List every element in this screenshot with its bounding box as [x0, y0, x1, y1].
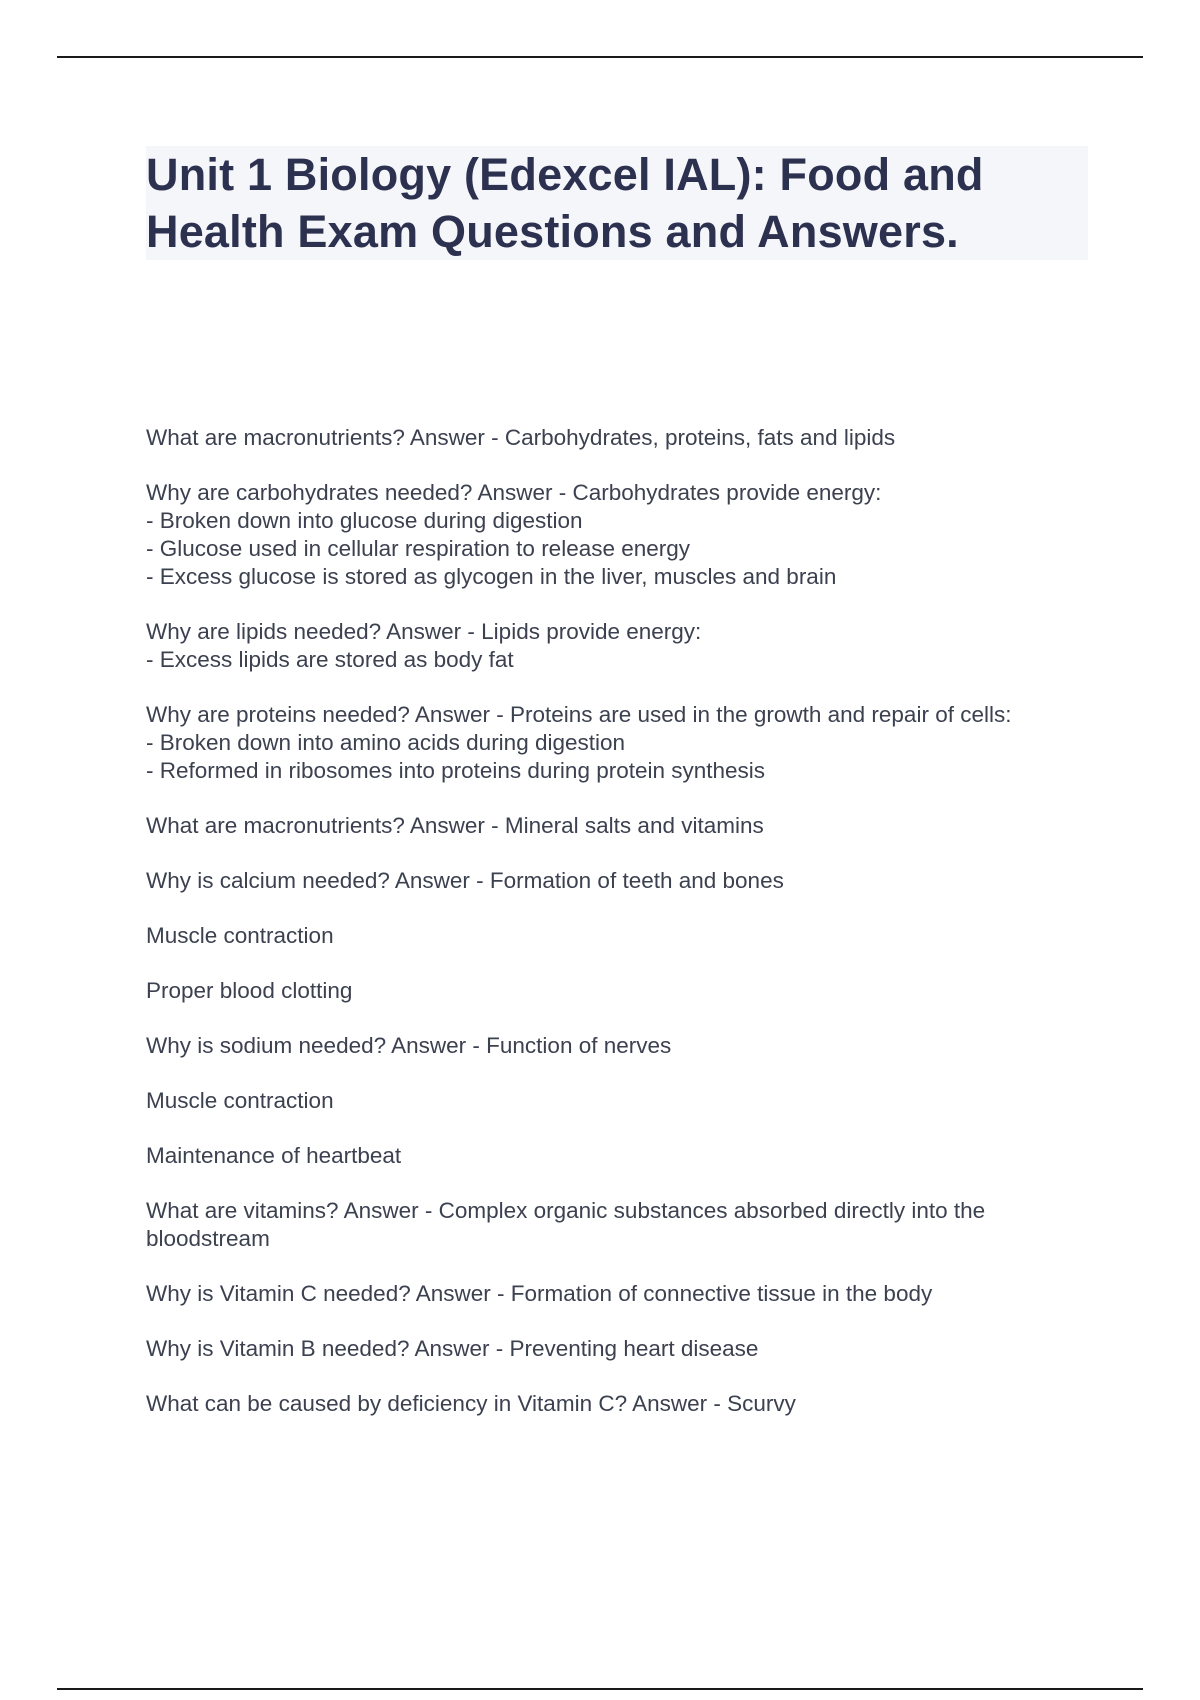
- qa-entry: [146, 867, 1086, 895]
- qa-line: Why is calcium needed? Answer - Formation of teeth and bones: [146, 868, 784, 893]
- qa-entry: [146, 1032, 1086, 1060]
- qa-line: What are vitamins? Answer - Complex organic substances absorbed directly into the: [146, 1198, 986, 1223]
- qa-line: What are macronutrients? Answer - Mineral salts and vitamins: [146, 813, 764, 838]
- qa-line: - Broken down into amino acids during digestion: [146, 730, 626, 755]
- qa-line: Why is Vitamin B needed? Answer - Preventing heart disease: [146, 1336, 759, 1361]
- document-title: Unit 1 Biology (Edexcel IAL): Food and Health Exam Questions and Answers.: [146, 149, 984, 257]
- qa-entry: [146, 1087, 1086, 1115]
- qa-entry: [146, 812, 1086, 840]
- qa-line: What are macronutrients? Answer - Carbohydrates, proteins, fats and lipids: [146, 425, 896, 450]
- qa-entry: [146, 618, 1086, 674]
- qa-line: bloodstream: [146, 1226, 270, 1251]
- qa-line: What can be caused by deficiency in Vitamin C? Answer - Scurvy: [146, 1391, 796, 1416]
- qa-line: Why are carbohydrates needed? Answer - Carbohydrates provide energy:: [146, 480, 882, 505]
- qa-entry: [146, 479, 1086, 591]
- qa-entry: [146, 1335, 1086, 1363]
- qa-line: - Excess glucose is stored as glycogen in the liver, muscles and brain: [146, 564, 837, 589]
- qa-entry: [146, 922, 1086, 950]
- qa-line: Why are lipids needed? Answer - Lipids provide energy:: [146, 619, 702, 644]
- qa-line: - Reformed in ribosomes into proteins during protein synthesis: [146, 758, 766, 783]
- qa-line: Why are proteins needed? Answer - Proteins are used in the growth and repair of cells:: [146, 702, 1012, 727]
- qa-line: Why is sodium needed? Answer - Function of nerves: [146, 1033, 672, 1058]
- qa-line: Muscle contraction: [146, 923, 334, 948]
- title-block: [146, 146, 1088, 260]
- qa-entry: [146, 1280, 1086, 1308]
- qa-line: Maintenance of heartbeat: [146, 1143, 402, 1168]
- qa-line: - Broken down into glucose during digestion: [146, 508, 583, 533]
- qa-entry: [146, 424, 1086, 452]
- qa-entry: [146, 701, 1086, 785]
- qa-entry: [146, 1197, 1086, 1253]
- qa-line: Muscle contraction: [146, 1088, 334, 1113]
- qa-entry: [146, 977, 1086, 1005]
- top-rule: [57, 56, 1143, 58]
- qa-list: [146, 424, 1086, 1445]
- qa-entry: [146, 1390, 1086, 1418]
- qa-line: - Glucose used in cellular respiration to release energy: [146, 536, 691, 561]
- qa-line: Why is Vitamin C needed? Answer - Formation of connective tissue in the body: [146, 1281, 933, 1306]
- qa-line: Proper blood clotting: [146, 978, 353, 1003]
- qa-entry: [146, 1142, 1086, 1170]
- qa-line: - Excess lipids are stored as body fat: [146, 647, 514, 672]
- bottom-rule: [57, 1688, 1143, 1690]
